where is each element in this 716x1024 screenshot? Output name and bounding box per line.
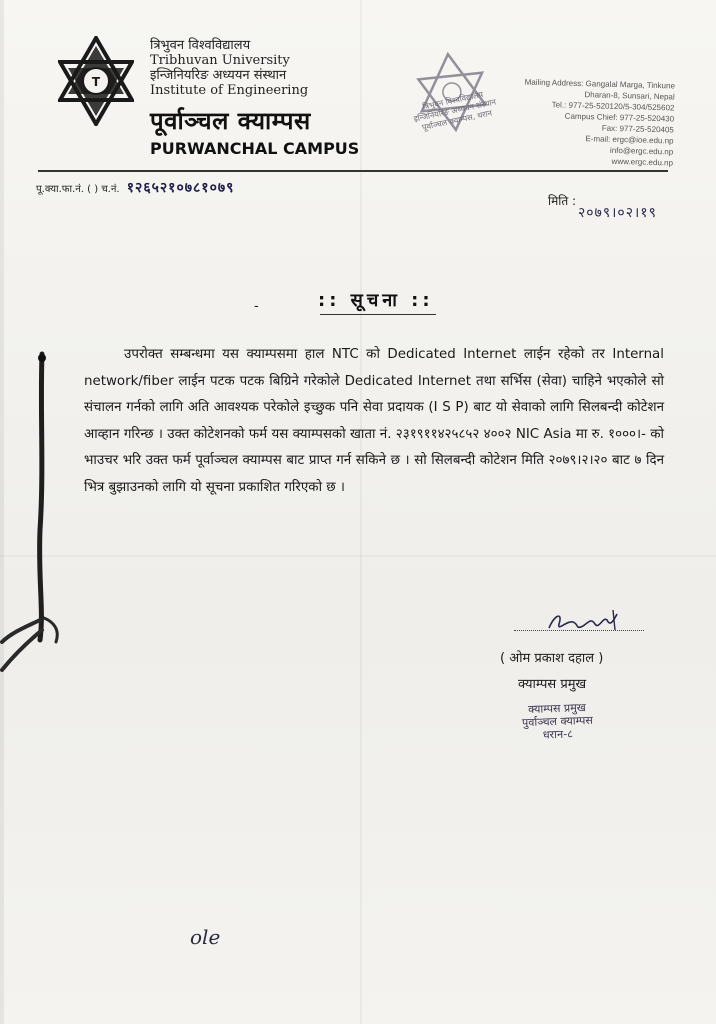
- fold-crease-vertical: [360, 0, 362, 1024]
- date-label: मिति :: [548, 194, 577, 208]
- header-text: [150, 38, 359, 158]
- reference-label: पू.क्या.फा.नं. ( ) च.नं.: [36, 184, 120, 195]
- contact-tel: Tel.: 977-25-520120/5-304/525602: [551, 100, 675, 113]
- contact-campus-chief: Campus Chief: 977-25-520430: [564, 111, 675, 124]
- binding-string: [0, 350, 70, 690]
- notice-body: [84, 342, 664, 501]
- signature-line: [514, 630, 644, 631]
- signature-image: [545, 606, 625, 636]
- signatory-name: ( ओम प्रकाश दहाल ): [500, 651, 604, 666]
- institute-name-nepali: इन्जिनियरिङ अध्ययन संस्थान: [150, 68, 287, 83]
- title-underline: [320, 314, 436, 315]
- contact-info-email: info@ergc.edu.np: [609, 145, 674, 157]
- seal-line-campus: पुर्वाञ्चल क्याम्पस: [521, 713, 594, 730]
- notice-title: :: सूचना ::: [318, 290, 434, 311]
- date-value: २०७९।०२।१९: [578, 205, 657, 221]
- handwritten-note: ole: [190, 925, 221, 949]
- contact-website: www.ergc.edu.np: [611, 156, 674, 168]
- contact-address: Mailing Address: Gangalal Marga, Tinkune: [524, 77, 676, 91]
- university-name-nepali: त्रिभुवन विश्वविद्यालय: [150, 38, 251, 53]
- university-name-english: Tribhuvan University: [150, 53, 290, 68]
- reference-row: [36, 178, 234, 197]
- tribhuvan-university-logo: [58, 36, 134, 126]
- institute-name-english: Institute of Engineering: [150, 83, 309, 98]
- reference-number: १२६५२१०७८१०७९: [126, 180, 235, 196]
- title-dash: -: [254, 298, 259, 314]
- svg-text:T: T: [91, 75, 101, 89]
- seal-line-place: धरान-८: [542, 727, 574, 742]
- seal-line-role: क्याम्पस प्रमुख: [527, 701, 586, 717]
- contact-fax: Fax: 977-25-520405: [601, 123, 674, 135]
- header-divider: [38, 170, 668, 172]
- signatory-role: क्याम्पस प्रमुख: [518, 677, 587, 692]
- notice-paragraph: उपरोक्त सम्बन्धमा यस क्याम्पसमा हाल NTC को Dedicated Internet लाईन रहेको तर Internal network/fiber लाईन पटक पटक बिग्रिने गरेकोले Dedicated Internet तथा सर्भिस (सेवा) चाहिने भएकोले सो संचालन गर्नको लागि अति आवश्यक परेकोले इच्छुक पनि सेवा प्रदायक (I S P) बाट यो सेवाको लागि सिलबन्दी कोटेशन आव्हान गरिन्छ । उक्त कोटेशनको फर्म यस क्याम्पसको खाता नं. २३१९११४२५८५२ ४००२ NIC Asia मा रु. १०००।- को भाउचर भरि उक्त फर्म पूर्वाञ्चल क्याम्पस बाट प्राप्त गर्न सकिने छ । सो सिलबन्दी कोटेशन मिति २०७९।२।२० बाट ७ दिन भित्र बुझाउनको लागि यो सूचना प्रकाशित गरिएको छ ।: [84, 347, 664, 495]
- contact-city: Dharan-8, Sunsari, Nepal: [584, 90, 675, 102]
- stamp-text: त्रिभुवन विश्वविद्यालय इन्जिनियरिङ अध्ययन संस्थान पूर्वाञ्चल क्याम्पस, धरान: [412, 89, 497, 133]
- campus-name-nepali: पूर्वाञ्चल क्याम्पस: [150, 107, 311, 135]
- campus-name-english: PURWANCHAL CAMPUS: [150, 139, 360, 158]
- signatory-seal: [521, 701, 593, 742]
- fold-crease-horizontal: [0, 555, 716, 557]
- contact-block: [483, 76, 675, 169]
- contact-email: E-mail: ergc@ioe.edu.np: [585, 134, 674, 146]
